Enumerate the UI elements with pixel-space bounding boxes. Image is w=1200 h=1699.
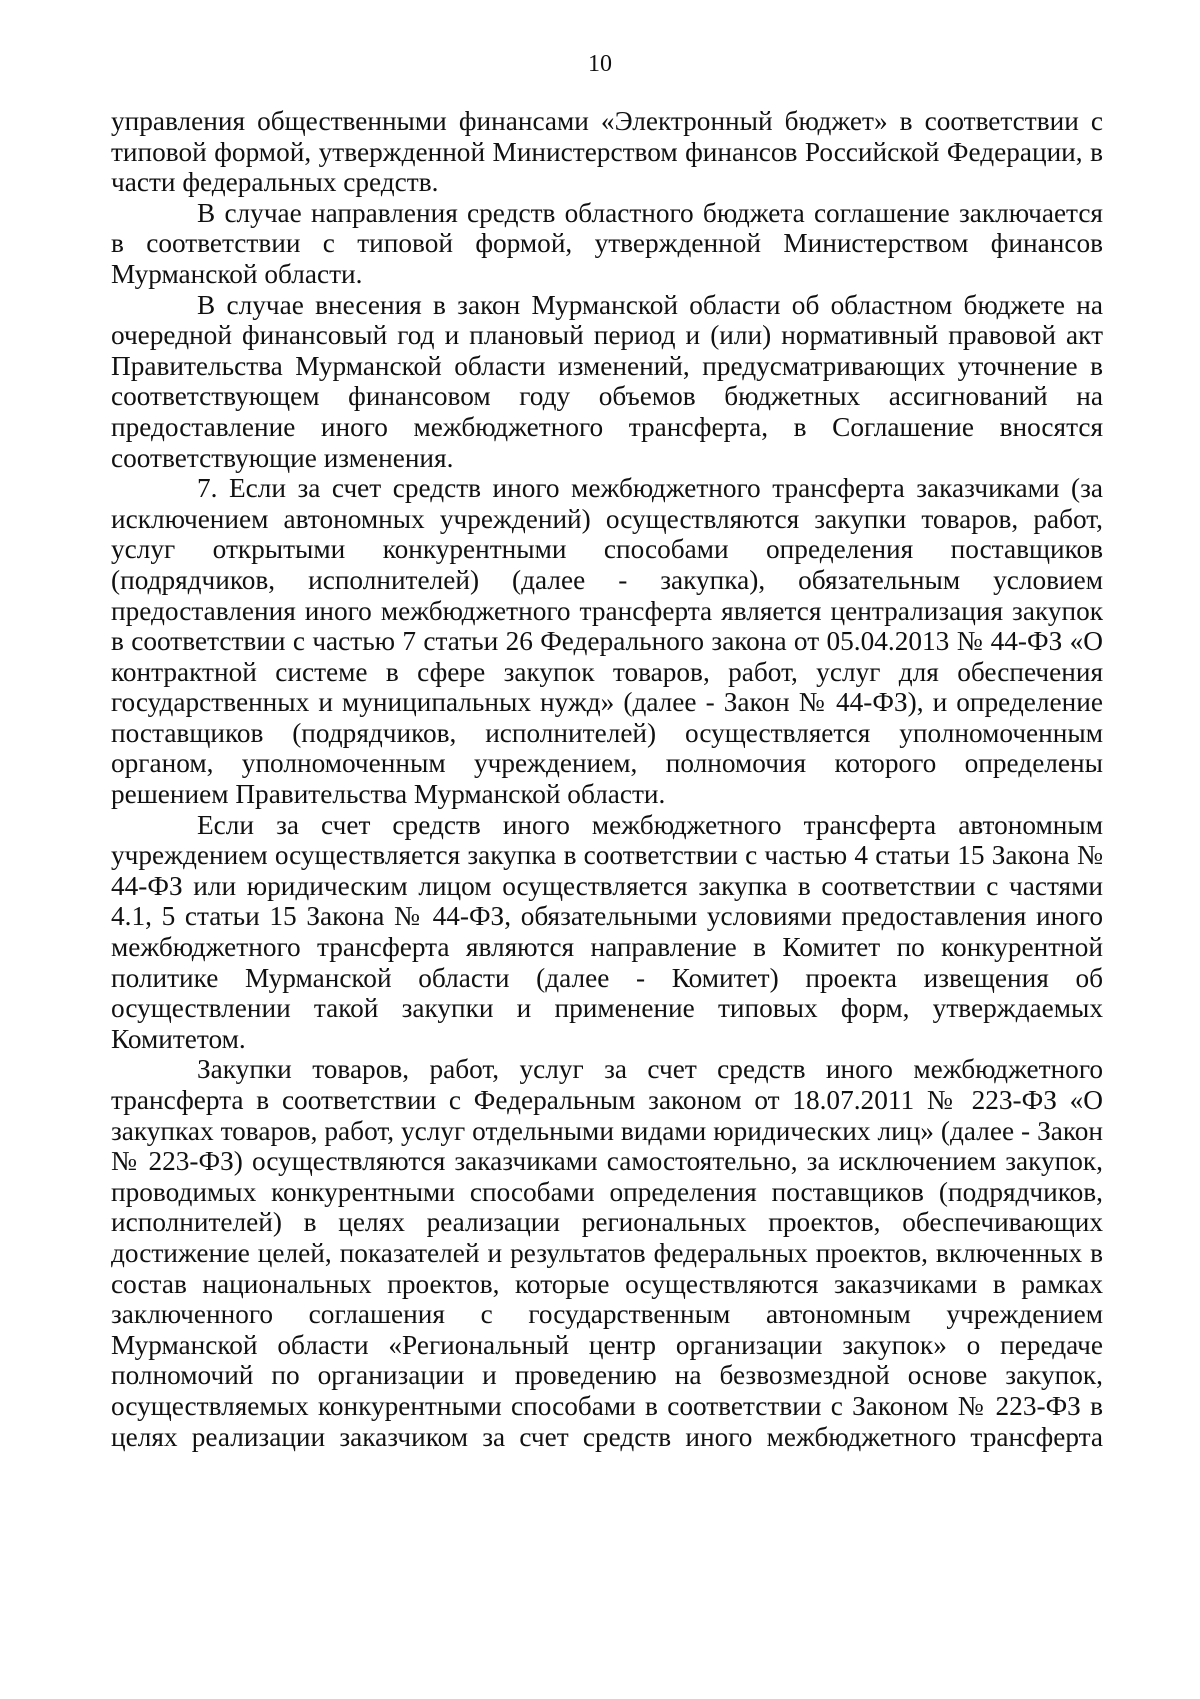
paragraph-item-7: 7. Если за счет средств иного межбюджетного трансферта заказчиками (за исключением автономных учреждений) осуществляются закупки товаров, работ, услуг открытыми конкурентными способами определения поставщиков (подрядчиков, исполнителей) (далее - закупка), обязательным условием предоставления иного межбюджетного трансферта является централизация закупок в соответствии с частью 7 статьи 26 Федерального закона от 05.04.2013 № 44-ФЗ «О контрактной системе в сфере закупок товаров, работ, услуг для обеспечения государственных и муниципальных нужд» (далее - Закон № 44-ФЗ), и определение поставщиков (подрядчиков, исполнителей) осуществляется уполномоченным органом, уполномоченным учреждением, полномочия которого определены решением Правительства Мурманской области.	[111, 473, 1103, 810]
paragraph-amendments: В случае внесения в закон Мурманской области об областном бюджете на очередной финансовый год и плановый период и (или) нормативный правовой акт Правительства Мурманской области изменений, предусматривающих уточнение в соответствующем финансовом году объемов бюджетных ассигнований на предоставление иного межбюджетного трансферта, в Соглашение вносятся соответствующие изменения.	[111, 289, 1103, 473]
paragraph-regional-budget: В случае направления средств областного бюджета соглашение заключается в соответствии с типовой формой, утвержденной Министерством финансов Мурманской области.	[111, 197, 1103, 289]
paragraph-autonomous-institutions: Если за счет средств иного межбюджетного трансферта автономным учреждением осуществляется закупка в соответствии с частью 4 статьи 15 Закона № 44-ФЗ или юридическим лицом осуществляется закупка в соответствии с частями 4.1, 5 статьи 15 Закона № 44-ФЗ, обязательными условиями предоставления иного межбюджетного трансферта являются направление в Комитет по конкурентной политике Мурманской области (далее - Комитет) проекта извещения об осуществлении такой закупки и применение типовых форм, утверждаемых Комитетом.	[111, 809, 1103, 1054]
paragraph-continuation: управления общественными финансами «Электронный бюджет» в соответствии с типовой формой, утвержденной Министерством финансов Российской Федерации, в части федеральных средств.	[111, 106, 1103, 198]
document-body	[111, 106, 1103, 1452]
paragraph-223-fz-procurement: Закупки товаров, работ, услуг за счет средств иного межбюджетного трансферта в соответствии с Федеральным законом от 18.07.2011 № 223-ФЗ «О закупках товаров, работ, услуг отдельными видами юридических лиц» (далее - Закон № 223-ФЗ) осуществляются заказчиками самостоятельно, за исключением закупок, проводимых конкурентными способами определения поставщиков (подрядчиков, исполнителей) в целях реализации региональных проектов, обеспечивающих достижение целей, показателей и результатов федеральных проектов, включенных в состав национальных проектов, которые осуществляются заказчиками в рамках заключенного соглашения с государственным автономным учреждением Мурманской области «Региональный центр организации закупок» о передаче полномочий по организации и проведению на безвозмездной основе закупок, осуществляемых конкурентными способами в соответствии с Законом № 223-ФЗ в целях реализации заказчиком за счет средств иного межбюджетного трансферта	[111, 1054, 1103, 1452]
page-number: 10	[588, 51, 612, 77]
